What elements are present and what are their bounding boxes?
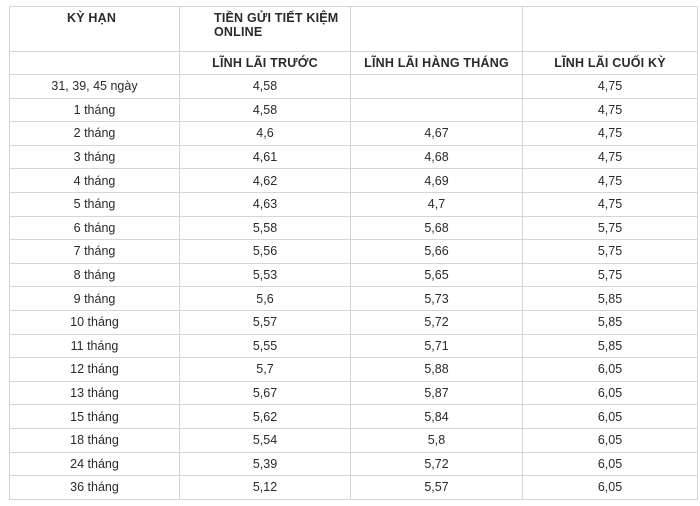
rate-truoc-cell: 5,67 [180,381,351,405]
header-row-2 [10,52,698,75]
rate-cuoi-ky-cell: 4,75 [523,75,698,99]
rate-truoc-cell: 5,39 [180,452,351,476]
header-empty-cell-1 [10,52,180,75]
interest-rate-table [9,6,698,500]
header-col-cuoi-ky-cell [523,52,698,75]
table-row [10,310,698,334]
rate-truoc-cell: 5,7 [180,358,351,382]
rate-hang-thang-cell: 5,72 [351,452,523,476]
rate-hang-thang-cell: 5,65 [351,263,523,287]
table-row [10,263,698,287]
rate-cuoi-ky-cell: 4,75 [523,122,698,146]
rate-hang-thang-cell: 4,68 [351,145,523,169]
term-cell: 12 tháng [10,358,180,382]
rate-hang-thang-cell: 5,72 [351,310,523,334]
term-cell: 6 tháng [10,216,180,240]
rate-cuoi-ky-cell: 6,05 [523,405,698,429]
rate-cuoi-ky-cell: 4,75 [523,145,698,169]
term-cell: 7 tháng [10,240,180,264]
rate-hang-thang-cell: 5,73 [351,287,523,311]
header-empty-cell-4 [523,7,698,52]
header-group-line2: ONLINE [214,25,263,39]
rate-truoc-cell: 5,62 [180,405,351,429]
rate-cuoi-ky-cell: 6,05 [523,452,698,476]
header-row-1 [10,7,698,52]
rate-cuoi-ky-cell: 5,85 [523,287,698,311]
table-row [10,476,698,500]
table-body [10,75,698,500]
term-cell: 31, 39, 45 ngày [10,75,180,99]
table-row [10,452,698,476]
header-empty-cell-3 [351,7,523,52]
rate-truoc-cell: 5,55 [180,334,351,358]
rate-cuoi-ky-cell: 5,75 [523,263,698,287]
term-cell: 18 tháng [10,428,180,452]
rate-cuoi-ky-cell: 4,75 [523,169,698,193]
rate-hang-thang-cell [351,98,523,122]
table-row [10,216,698,240]
header-col-hang-thang: LĨNH LÃI HÀNG THÁNG [364,56,509,70]
term-cell: 1 tháng [10,98,180,122]
table-row [10,287,698,311]
term-cell: 8 tháng [10,263,180,287]
rate-cuoi-ky-cell: 6,05 [523,476,698,500]
table-row [10,240,698,264]
rate-hang-thang-cell: 4,7 [351,192,523,216]
rate-truoc-cell: 5,58 [180,216,351,240]
rate-cuoi-ky-cell: 5,85 [523,310,698,334]
term-cell: 10 tháng [10,310,180,334]
rate-truoc-cell: 4,58 [180,75,351,99]
rate-hang-thang-cell: 5,84 [351,405,523,429]
table-row [10,169,698,193]
rate-hang-thang-cell: 4,69 [351,169,523,193]
term-cell: 9 tháng [10,287,180,311]
table-row [10,428,698,452]
table-row [10,192,698,216]
rate-hang-thang-cell: 5,87 [351,381,523,405]
term-cell: 13 tháng [10,381,180,405]
table-row [10,334,698,358]
rate-truoc-cell: 4,61 [180,145,351,169]
rate-hang-thang-cell: 5,57 [351,476,523,500]
rate-cuoi-ky-cell: 5,75 [523,240,698,264]
rate-truoc-cell: 5,56 [180,240,351,264]
rate-hang-thang-cell: 5,66 [351,240,523,264]
table-row [10,122,698,146]
header-group-line1: TIỀN GỬI TIẾT KIỆM [214,11,339,25]
header-col-cuoi-ky: LĨNH LÃI CUỐI KỲ [554,56,666,70]
rate-truoc-cell: 4,63 [180,192,351,216]
rate-truoc-cell: 5,53 [180,263,351,287]
rate-truoc-cell: 4,62 [180,169,351,193]
table-row [10,358,698,382]
rate-cuoi-ky-cell: 4,75 [523,192,698,216]
rate-cuoi-ky-cell: 6,05 [523,358,698,382]
table-row [10,98,698,122]
term-cell: 5 tháng [10,192,180,216]
term-cell: 4 tháng [10,169,180,193]
header-term-cell [10,7,180,52]
header-group-cell [180,7,351,52]
table-row [10,381,698,405]
table-row [10,405,698,429]
term-cell: 15 tháng [10,405,180,429]
rate-hang-thang-cell [351,75,523,99]
rate-truoc-cell: 5,57 [180,310,351,334]
rate-hang-thang-cell: 5,88 [351,358,523,382]
header-term: KỲ HẠN [67,11,117,25]
rate-cuoi-ky-cell: 6,05 [523,381,698,405]
rate-hang-thang-cell: 4,67 [351,122,523,146]
rate-cuoi-ky-cell: 4,75 [523,98,698,122]
term-cell: 36 tháng [10,476,180,500]
rate-cuoi-ky-cell: 5,75 [523,216,698,240]
rate-truoc-cell: 5,6 [180,287,351,311]
rate-hang-thang-cell: 5,68 [351,216,523,240]
term-cell: 24 tháng [10,452,180,476]
term-cell: 11 tháng [10,334,180,358]
header-col-truoc-cell [180,52,351,75]
table-row [10,145,698,169]
term-cell: 3 tháng [10,145,180,169]
header-col-hang-thang-cell [351,52,523,75]
rate-truoc-cell: 4,6 [180,122,351,146]
rate-truoc-cell: 4,58 [180,98,351,122]
header-col-truoc: LĨNH LÃI TRƯỚC [212,56,318,70]
rate-truoc-cell: 5,12 [180,476,351,500]
term-cell: 2 tháng [10,122,180,146]
rate-hang-thang-cell: 5,8 [351,428,523,452]
rate-truoc-cell: 5,54 [180,428,351,452]
rate-cuoi-ky-cell: 5,85 [523,334,698,358]
table-row [10,75,698,99]
rate-hang-thang-cell: 5,71 [351,334,523,358]
rate-cuoi-ky-cell: 6,05 [523,428,698,452]
